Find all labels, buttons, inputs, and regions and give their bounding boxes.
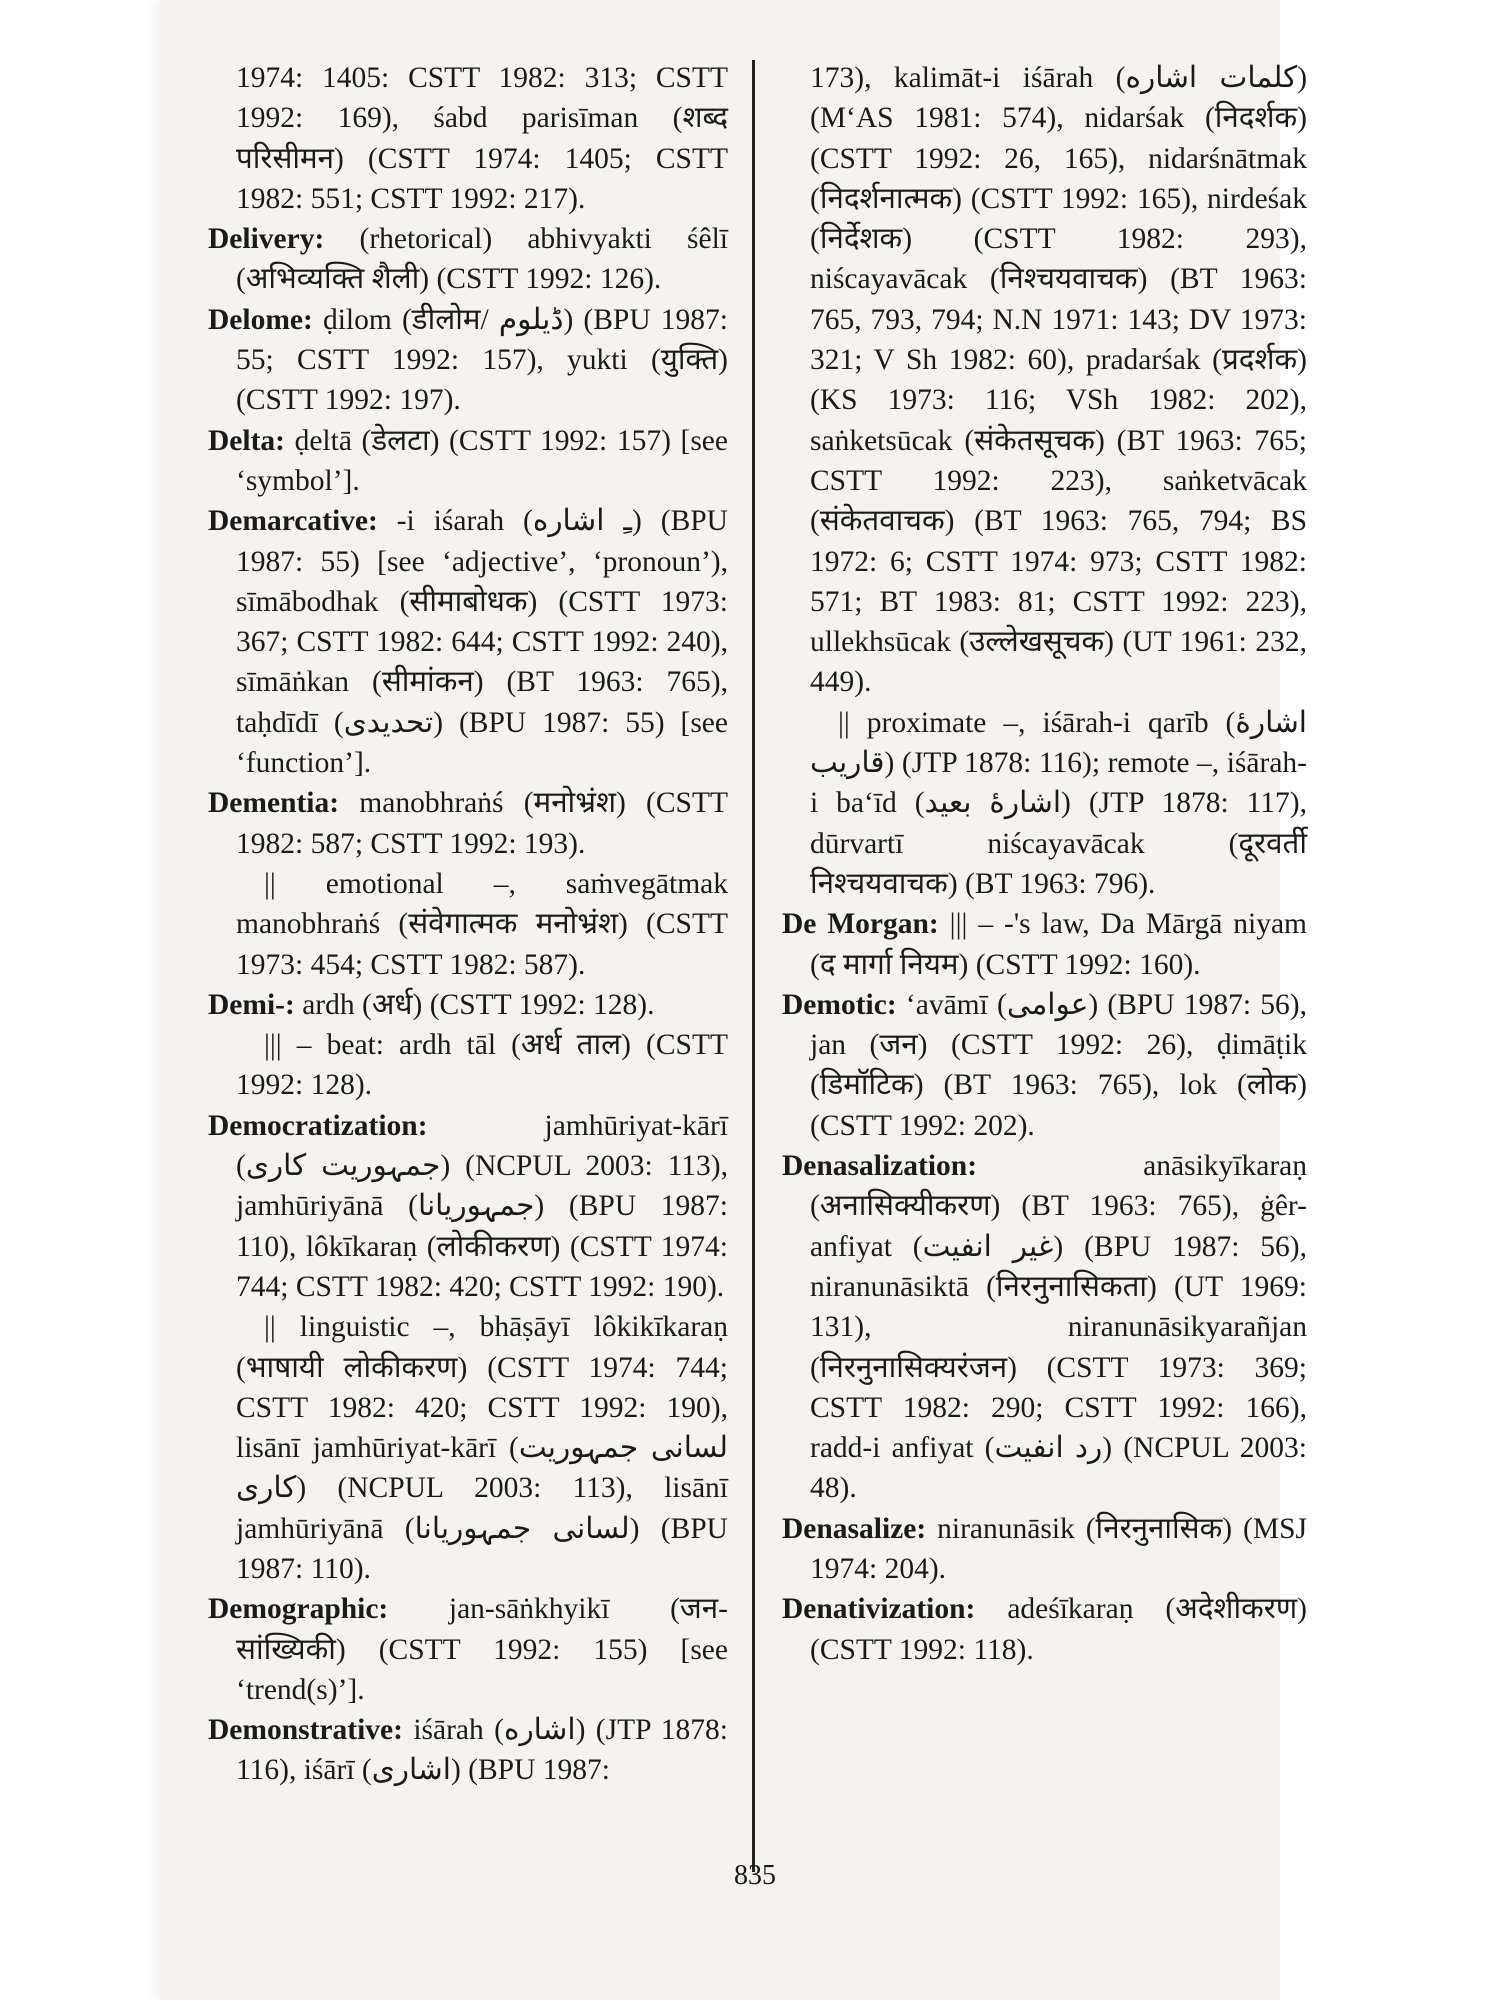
- entry-headword: Dementia:: [208, 787, 340, 820]
- dictionary-entry: [208, 1307, 728, 1589]
- dictionary-entry: [208, 1710, 728, 1791]
- entry-headword: Delta:: [208, 424, 285, 457]
- entry-body: (rhetorical) abhivyakti śêlī (अभिव्यक्ति शैली) (CSTT 1992: 126).: [236, 223, 728, 296]
- dictionary-entry: [782, 904, 1307, 985]
- column-divider: [752, 60, 755, 1872]
- dictionary-entry: [208, 1025, 728, 1106]
- entry-body: || proximate –, iśārah-i qarīb (اشارهٔ قاریب) (JTP 1878: 116); remote –, iśārah-i ba‘īd (اشارهٔ بعید) (JTP 1878: 117), dūrvartī niścayavācak (दूरवर्ती निश्चयवाचक) (BT 1963: 796).: [810, 706, 1307, 900]
- dictionary-entry: [208, 985, 728, 1025]
- entry-headword: Democratization:: [208, 1109, 428, 1142]
- dictionary-entry: [782, 703, 1307, 904]
- entry-body: ||| – beat: ardh tāl (अर्ध ताल) (CSTT 1992: 128).: [236, 1029, 728, 1102]
- entry-body: ḍilom (डीलोम/ ڈیلوم) (BPU 1987: 55; CSTT 1992: 157), yukti (युक्ति) (CSTT 1992: 197).: [236, 303, 728, 417]
- dictionary-entry: [208, 219, 728, 300]
- entry-body: || linguistic –, bhāṣāyī lôkikīkaraṇ (भाषायी लोकीकरण) (CSTT 1974: 744; CSTT 1982: 420; CSTT 1992: 190), lisānī jamhūriyat-kārī (لسانی جمہوریت کاری) (NCPUL 2003: 113), lisānī jamhūriyānā (لسانی جمہوریانا) (BPU 1987: 110).: [236, 1311, 728, 1585]
- dictionary-entry: [208, 1589, 728, 1710]
- dictionary-entry: [208, 421, 728, 502]
- entry-headword: Demi-:: [208, 988, 295, 1021]
- dictionary-entry: [782, 1509, 1307, 1590]
- entry-body: ardh (अर्ध) (CSTT 1992: 128).: [294, 988, 655, 1021]
- dictionary-entry: [208, 864, 728, 985]
- dictionary-entry: [782, 985, 1307, 1146]
- entry-body: 1974: 1405: CSTT 1982: 313; CSTT 1992: 169), śabd parisīman (शब्द परिसीमन) (CSTT 1974: 1405; CSTT 1982: 551; CSTT 1992: 217).: [236, 62, 728, 215]
- entry-body: jan-sāṅkhyikī (जन-सांख्यिकी) (CSTT 1992: 155) [see ‘trend(s)’].: [236, 1593, 728, 1706]
- entry-body: jamhūriyat-kārī (جمہوریت کاری) (NCPUL 2003: 113), jamhūriyānā (جمہوریانا) (BPU 1987: 110), lôkīkaraṇ (लोकीकरण) (CSTT 1974: 744; CSTT 1982: 420; CSTT 1992: 190).: [236, 1109, 728, 1303]
- entry-headword: Delivery:: [208, 223, 325, 256]
- dictionary-entry: [208, 58, 728, 219]
- entry-headword: Demarcative:: [208, 505, 378, 538]
- entry-body: manobhraṅś (मनोभ्रंश) (CSTT 1982: 587; CSTT 1992: 193).: [236, 787, 728, 860]
- entry-headword: Delome:: [208, 303, 313, 336]
- left-column: [208, 58, 728, 1791]
- dictionary-entry: [782, 58, 1307, 703]
- entry-body: ‘avāmī (عوامی) (BPU 1987: 56), jan (जन) (CSTT 1992: 26), ḍimāṭik (डिमॉटिक) (BT 1963: 765), lok (लोक) (CSTT 1992: 202).: [810, 988, 1307, 1142]
- entry-body: -i iśarah (ـِ اشاره) (BPU 1987: 55) [see ‘adjective’, ‘pronoun’), sīmābodhak (सीमाबोधक) (CSTT 1973: 367; CSTT 1982: 644; CSTT 1992: 240), sīmāṅkan (सीमांकन) (BT 1963: 765), taḥdīdī (تحدیدی) (BPU 1987: 55) [see ‘function’].: [236, 505, 728, 780]
- dictionary-entry: [208, 501, 728, 783]
- entry-body: 173), kalimāt-i iśārah (کلمات اشاره) (M‘AS 1981: 574), nidarśak (निदर्शक)(CSTT 1992: 26, 165), nidarśnātmak (निदर्शनात्मक) (CSTT 1992: 165), nirdeśak (निर्देशक) (CSTT 1982: 293), niścayavācak (निश्चयवाचक) (BT 1963: 765, 793, 794; N.N 1971: 143; DV 1973: 321; V Sh 1982: 60), pradarśak (प्रदर्शक) (KS 1973: 116; VSh 1982: 202), saṅketsūcak (संकेतसूचक) (BT 1963: 765; CSTT 1992: 223), saṅketvācak (संकेतवाचक) (BT 1963: 765, 794; BS 1972: 6; CSTT 1974: 973; CSTT 1982: 571; BT 1983: 81; CSTT 1992: 223), ullekhsūcak (उल्लेखसूचक) (UT 1961: 232, 449).: [810, 62, 1308, 699]
- entry-headword: Denativization:: [782, 1593, 976, 1626]
- page-number: 835: [734, 1860, 776, 1891]
- entry-headword: Denasalization:: [782, 1150, 978, 1183]
- dictionary-entry: [782, 1589, 1307, 1670]
- entry-headword: Demographic:: [208, 1593, 389, 1626]
- dictionary-entry: [208, 783, 728, 864]
- entry-body: iśārah (اشاره) (JTP 1878: 116), iśārī (اشاری) (BPU 1987:: [236, 1714, 728, 1787]
- right-column: [782, 58, 1307, 1670]
- entry-headword: De Morgan:: [782, 908, 939, 941]
- entry-headword: Demotic:: [782, 988, 897, 1021]
- entry-body: ḍeltā (डेलटा) (CSTT 1992: 157) [see ‘symbol’].: [236, 424, 728, 497]
- entry-body: niranunāsik (निरनुनासिक) (MSJ 1974: 204).: [810, 1512, 1307, 1585]
- dictionary-entry: [208, 300, 728, 421]
- dictionary-entry: [208, 1106, 728, 1307]
- entry-body: || emotional –, saṁvegātmak manobhraṅś (संवेगात्मक मनोभ्रंश) (CSTT 1973: 454; CSTT 1982: 587).: [236, 867, 728, 981]
- entry-headword: Demonstrative:: [208, 1714, 403, 1747]
- entry-headword: Denasalize:: [782, 1512, 927, 1545]
- entry-body: anāsikyīkaraṇ (अनासिक्यीकरण) (BT 1963: 765), ġêr-anfiyat (غیر انفیت) (BPU 1987: 56), niranunāsiktā (निरनुनासिकता) (UT 1969: 131), niranunāsikyarañjan (निरनुनासिक्यरंजन) (CSTT 1973: 369; CSTT 1982: 290; CSTT 1992: 166), radd-i anfiyat (رد انفیت) (NCPUL 2003: 48).: [810, 1150, 1307, 1505]
- entry-body: ||| – -'s law, Da Mārgā niyam (द मार्गा नियम) (CSTT 1992: 160).: [810, 908, 1307, 981]
- dictionary-entry: [782, 1146, 1307, 1509]
- entry-body: adeśīkaraṇ (अदेशीकरण) (CSTT 1992: 118).: [810, 1593, 1307, 1666]
